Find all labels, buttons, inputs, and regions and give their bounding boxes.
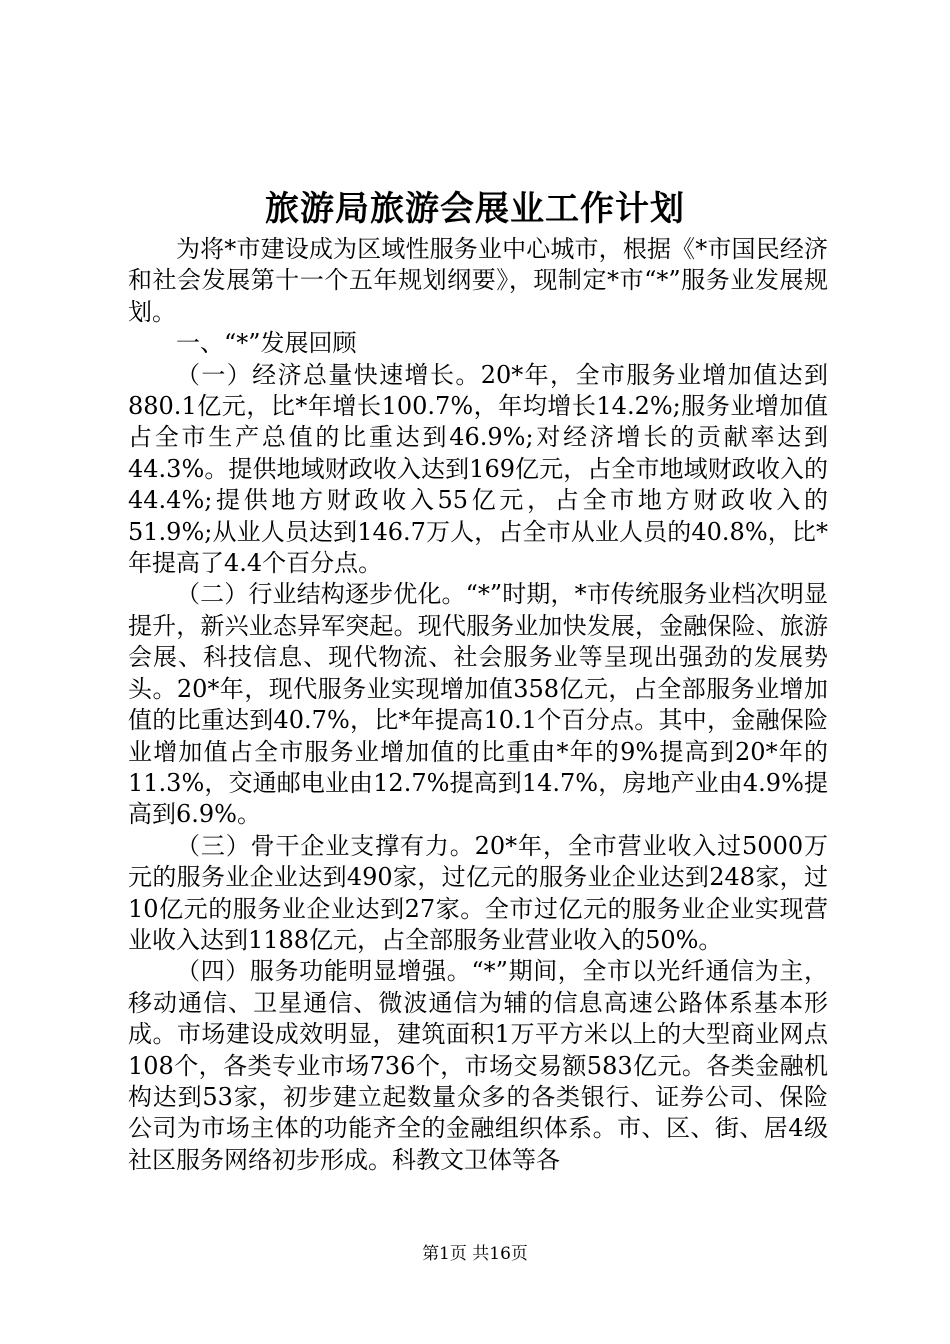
paragraph-economy: （一）经济总量快速增长。20*年，全市服务业增加值达到880.1亿元，比*年增长100.7%，年均增长14.2%;服务业增加值占全市生产总值的比重达到46.9%;对经济增长的贡献率达到44.3%。提供地域财政收入达到169亿元，占全市地域财政收入的44.4%;提供地方财政收入55亿元，占全市地方财政收入的51.9%;从业人员达到146.7万人，占全市从业人员的40.8%，比*年提高了4.4个百分点。 (128, 360, 828, 578)
paragraph-structure: （二）行业结构逐步优化。“*”时期，*市传统服务业档次明显提升，新兴业态异军突起。现代服务业加快发展，金融保险、旅游会展、科技信息、现代物流、社会服务业等呈现出强劲的发展势头。20*年，现代服务业实现增加值358亿元，占全部服务业增加值的比重达到40.7%，比*年提高10.1个百分点。其中，金融保险业增加值占全市服务业增加值的比重由*年的9%提高到20*年的11.3%，交通邮电业由12.7%提高到14.7%，房地产业由4.9%提高到6.9%。 (128, 580, 828, 829)
document-title: 旅游局旅游会展业工作计划 (265, 189, 685, 229)
document-body (128, 234, 828, 1176)
paragraph-intro: 为将*市建设成为区域性服务业中心城市，根据《*市国民经济和社会发展第十一个五年规划纲要》，现制定*市“*”服务业发展规划。 (128, 235, 828, 326)
page-footer: 第1页 共16页 (422, 1244, 528, 1264)
section-heading: 一、“*”发展回顾 (176, 329, 357, 358)
paragraph-functions: （四）服务功能明显增强。“*”期间，全市以光纤通信为主，移动通信、卫星通信、微波通信为辅的信息高速公路体系基本形成。市场建设成效明显，建筑面积1万平方米以上的大型商业网点108个，各类专业市场736个，市场交易额583亿元。各类金融机构达到53家，初步建立起数量众多的各类银行、证券公司、保险公司为市场主体的功能齐全的金融组织体系。市、区、街、居4级社区服务网络初步形成。科教文卫体等各 (128, 957, 828, 1174)
paragraph-enterprises: （三）骨干企业支撑有力。20*年，全市营业收入过5000万元的服务业企业达到490家，过亿元的服务业企业达到248家，过10亿元的服务业企业达到27家。全市过亿元的服务业企业实现营业收入达到1188亿元，占全部服务业营业收入的50%。 (128, 831, 828, 954)
